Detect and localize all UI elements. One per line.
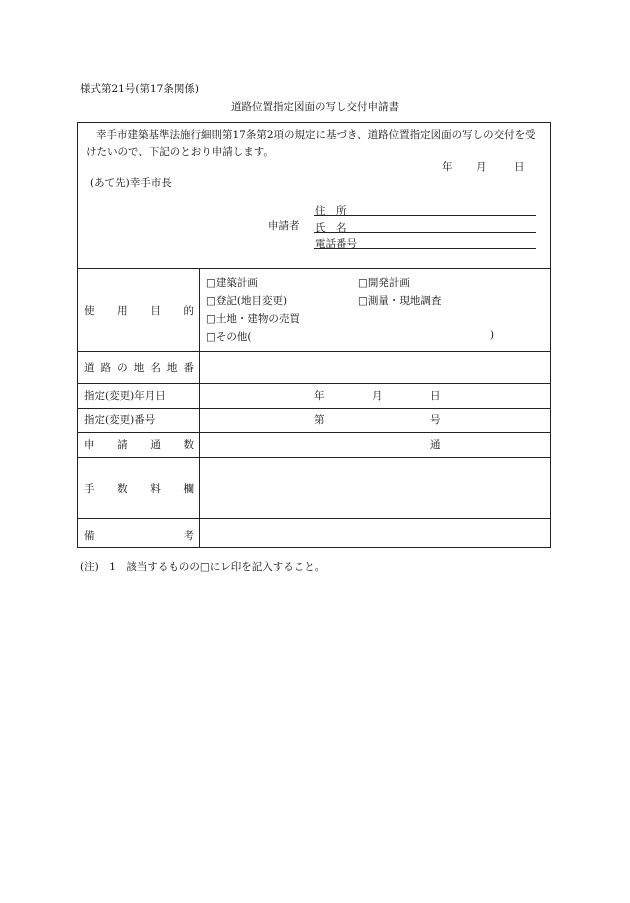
intro-text: 幸手市建築基準法施行細則第17条第2項の規定に基づき、道路位置指定図面の写しの交付を受けたいので、下記のとおり申請します。	[86, 129, 536, 158]
option-registration[interactable]: □登記(地目変更)	[206, 295, 288, 307]
purpose-label: 使 用 目 的	[84, 305, 194, 317]
number-prefix: 第	[314, 414, 325, 426]
fee-label: 手 数 料 欄	[84, 483, 194, 495]
option-other[interactable]: □その他(	[206, 331, 252, 343]
address-line[interactable]	[314, 215, 536, 216]
form-number: 様式第21号(第17条関係)	[80, 83, 199, 95]
address-label: 住 所	[315, 205, 347, 217]
application-form-table	[77, 122, 551, 548]
remarks-label: 備 考	[84, 530, 194, 542]
date-year: 年	[314, 390, 325, 402]
option-land-sale[interactable]: □土地・建物の売買	[206, 313, 300, 325]
option-development-plan[interactable]: □開発計画	[358, 277, 410, 289]
copies-label: 申 請 通 数	[84, 439, 194, 451]
name-line[interactable]	[314, 232, 536, 233]
designation-number-label: 指定(変更)番号	[84, 414, 156, 426]
footnote: (注) 1 該当するものの□にレ印を記入すること。	[80, 561, 326, 573]
date-day: 日	[430, 390, 441, 402]
rule-3	[78, 383, 550, 384]
option-other-close: )	[490, 329, 495, 341]
copies-unit: 通	[430, 439, 441, 451]
road-location-label: 道 路 の 地 名 地 番	[84, 362, 194, 374]
form-title: 道路位置指定図面の写し交付申請書	[231, 101, 399, 113]
option-building-plan[interactable]: □建築計画	[206, 277, 258, 289]
intro-month: 月	[476, 161, 487, 173]
column-divider	[199, 268, 200, 548]
name-label: 氏 名	[315, 222, 347, 234]
rule-4	[78, 408, 550, 409]
phone-line[interactable]	[314, 248, 536, 249]
applicant-label: 申請者	[268, 220, 300, 232]
rule-6	[78, 457, 550, 458]
rule-2	[78, 351, 550, 352]
date-month: 月	[372, 390, 383, 402]
rule-1	[78, 268, 550, 269]
option-survey[interactable]: □測量・現地調査	[358, 295, 442, 307]
phone-label: 電話番号	[315, 238, 357, 250]
intro-day: 日	[514, 161, 525, 173]
addressee: (あて先)幸手市長	[90, 177, 172, 189]
number-suffix: 号	[430, 414, 441, 426]
designation-date-label: 指定(変更)年月日	[84, 390, 166, 402]
rule-5	[78, 432, 550, 433]
intro-year: 年	[442, 161, 453, 173]
rule-7	[78, 518, 550, 519]
